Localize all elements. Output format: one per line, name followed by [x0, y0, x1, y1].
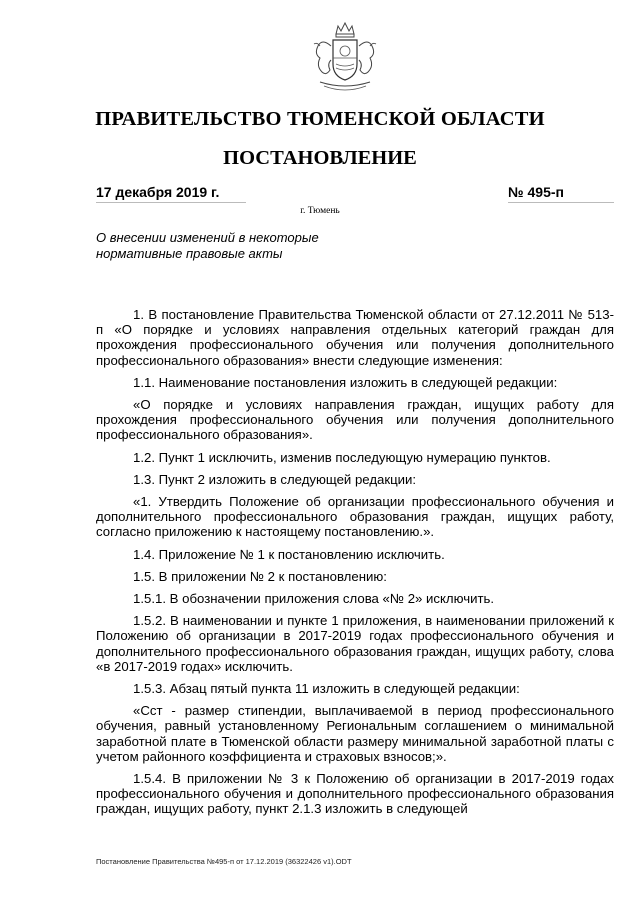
- document-type: ПОСТАНОВЛЕНИЕ: [223, 147, 417, 169]
- subject-line: О внесении изменений в некоторые: [96, 230, 319, 245]
- date-number-line: [96, 184, 614, 206]
- paragraph: 1.5. В приложении № 2 к постановлению:: [133, 568, 387, 584]
- paragraph: 1.5.2. В наименовании и пункте 1 приложения, в наименовании приложений к Положению об организации в 2017-2019 годах профессионального обучения и дополнительного профессионального образования граждан, ищущих работу, слова «в 2017-2019 годах» исключить.: [96, 613, 614, 674]
- government-title: ПРАВИТЕЛЬСТВО ТЮМЕНСКОЙ ОБЛАСТИ: [95, 108, 545, 130]
- paragraph: 1.2. Пункт 1 исключить, изменив последующую нумерацию пунктов.: [133, 449, 551, 465]
- document-body: [96, 307, 614, 824]
- subject-line: нормативные правовые акты: [96, 246, 283, 261]
- document-subject: [96, 230, 356, 262]
- coat-of-arms-icon: [300, 20, 390, 98]
- document-number: № 495-п: [508, 184, 614, 203]
- paragraph: 1.4. Приложение № 1 к постановлению исключить.: [133, 546, 445, 562]
- paragraph: 1.3. Пункт 2 изложить в следующей редакции:: [133, 471, 417, 487]
- paragraph: «Сст - размер стипендии, выплачиваемой в период профессионального обучения, равный установленному Региональным соглашением о минимальной заработной плате в Тюменской области размеру минимальной заработной платы с учетом районного коэффициента и страховых взносов;».: [96, 703, 614, 764]
- paragraph: 1.1. Наименование постановления изложить в следующей редакции:: [133, 374, 558, 390]
- document-city: г. Тюмень: [300, 206, 340, 216]
- paragraph: «1. Утвердить Положение об организации профессионального обучения и дополнительного профессионального образования граждан, ищущих работу, согласно приложению к настоящему постановлению.».: [96, 494, 614, 540]
- paragraph: 1.5.1. В обозначении приложения слова «№ 2» исключить.: [133, 591, 495, 607]
- paragraph: 1. В постановление Правительства Тюменской области от 27.12.2011 № 513-п «О порядке и условиях направления отдельных категорий граждан для прохождения профессионального обучения или получения дополнительного профессионального образования» внести следующие изменения:: [96, 307, 614, 368]
- paragraph: 1.5.3. Абзац пятый пункта 11 изложить в следующей редакции:: [133, 681, 520, 697]
- paragraph: 1.5.4. В приложении № 3 к Положению об организации в 2017-2019 годах профессионального обучения и дополнительного профессионального образования граждан, ищущих работу, пункт 2.1.3 изложить в следующей: [96, 771, 614, 817]
- page-footer: Постановление Правительства №495-п от 17.12.2019 (36322426 v1).ODT: [96, 857, 352, 866]
- document-date: 17 декабря 2019 г.: [96, 184, 246, 203]
- paragraph: «О порядке и условиях направления граждан, ищущих работу для прохождения профессионального обучения или получения дополнительного профессионального образования».: [96, 397, 614, 443]
